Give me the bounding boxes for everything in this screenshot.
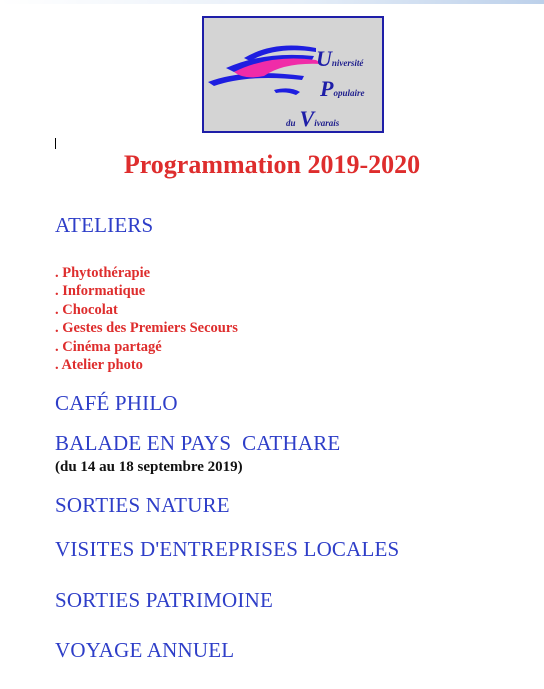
page-title: Programmation 2019-2020 bbox=[123, 150, 421, 179]
list-item: . Atelier photo bbox=[55, 357, 143, 374]
logo-line-populaire: Populaire bbox=[320, 76, 365, 101]
list-item: . Informatique bbox=[55, 283, 146, 300]
list-item: . Cinéma partagé bbox=[55, 338, 162, 355]
list-item: . Phytothérapie bbox=[55, 265, 151, 281]
text-cursor bbox=[55, 138, 56, 149]
section-sorties-nature: SORTIES NATURE bbox=[55, 493, 230, 517]
list-item: . Chocolat bbox=[55, 301, 118, 318]
universite-populaire-logo bbox=[202, 16, 384, 133]
section-voyage-annuel: VOYAGE ANNUEL bbox=[55, 638, 235, 662]
section-ateliers: ATELIERS bbox=[55, 213, 154, 237]
ateliers-list bbox=[55, 264, 238, 374]
logo-line-vivarais: du Vivarais bbox=[286, 106, 340, 131]
top-border-line bbox=[0, 0, 544, 4]
logo-line-universite: Université bbox=[316, 46, 364, 71]
section-visites-entreprises: VISITES D'ENTREPRISES LOCALES bbox=[55, 537, 400, 561]
list-item: . Gestes des Premiers Secours bbox=[55, 320, 238, 337]
section-sorties-patrimoine: SORTIES PATRIMOINE bbox=[55, 588, 274, 612]
section-cafe-philo: CAFÉ PHILO bbox=[55, 391, 178, 415]
balade-dates: (du 14 au 18 septembre 2019) bbox=[55, 459, 243, 475]
section-balade: BALADE EN PAYS CATHARE bbox=[55, 431, 341, 455]
